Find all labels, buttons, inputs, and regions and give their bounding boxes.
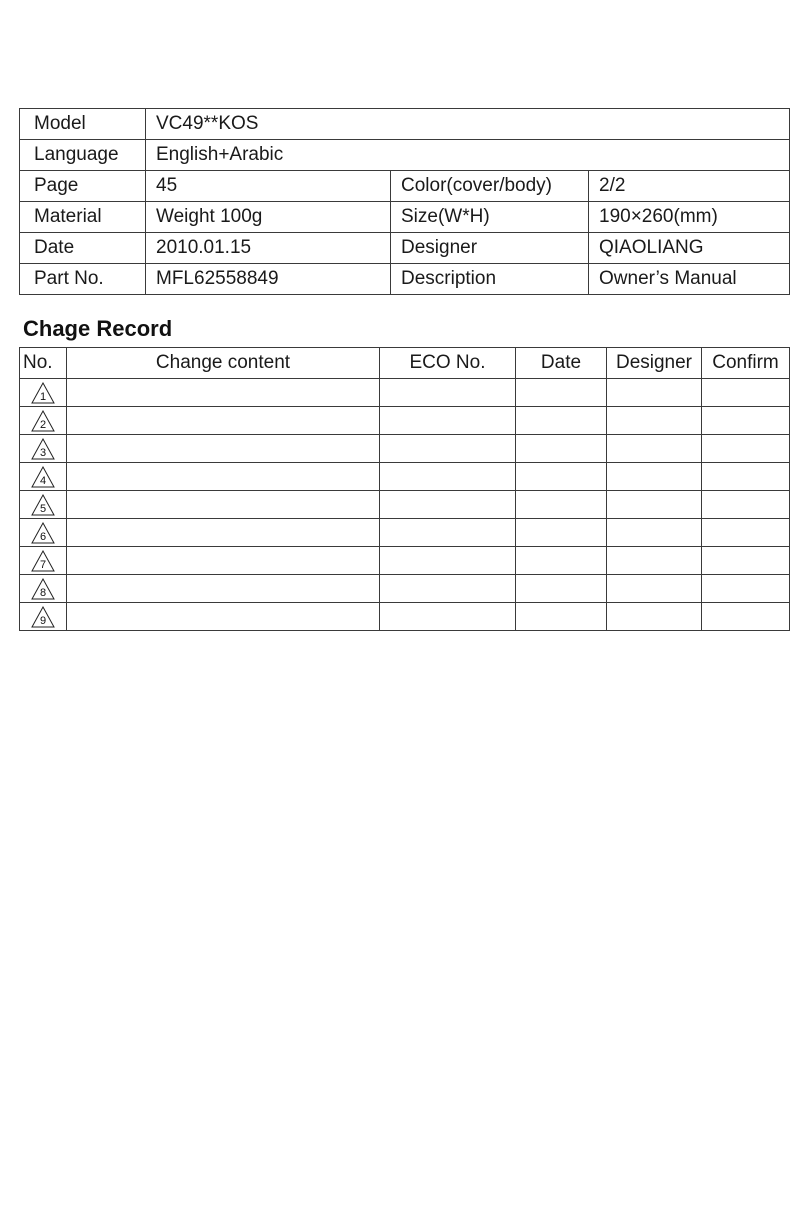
triangle-number-icon (31, 410, 55, 432)
table-row (20, 575, 790, 603)
row-number: 1 (39, 390, 47, 403)
cell-eco-no (380, 463, 516, 491)
row-number: 3 (39, 446, 47, 459)
change-record-rows (20, 379, 790, 631)
cell-date (516, 463, 607, 491)
cell-change-content (67, 603, 380, 631)
cell-change-content (67, 575, 380, 603)
cell-no (20, 435, 67, 463)
cell-change-content (67, 519, 380, 547)
material-value: Weight 100g (146, 202, 391, 233)
cell-change-content (67, 491, 380, 519)
cell-date (516, 519, 607, 547)
info-row-material (20, 202, 790, 233)
cell-confirm (702, 547, 790, 575)
partno-label: Part No. (20, 264, 146, 295)
info-row-model (20, 109, 790, 140)
cell-eco-no (380, 435, 516, 463)
cell-change-content (67, 547, 380, 575)
model-value: VC49**KOS (146, 109, 790, 140)
cell-eco-no (380, 603, 516, 631)
cell-no (20, 407, 67, 435)
table-row (20, 379, 790, 407)
page-label: Page (20, 171, 146, 202)
page-value: 45 (146, 171, 391, 202)
change-record-title: Chage Record (23, 316, 173, 341)
cell-no (20, 379, 67, 407)
cell-confirm (702, 491, 790, 519)
cell-confirm (702, 519, 790, 547)
cell-date (516, 575, 607, 603)
cell-no (20, 519, 67, 547)
cell-designer (607, 407, 702, 435)
row-number: 6 (39, 530, 47, 543)
triangle-number-icon (31, 606, 55, 628)
info-row-language (20, 140, 790, 171)
row-number: 2 (39, 418, 47, 431)
cell-confirm (702, 379, 790, 407)
cell-designer (607, 491, 702, 519)
designer-label: Designer (391, 233, 589, 264)
document-info-table (19, 108, 790, 295)
designer-value: QIAOLIANG (589, 233, 790, 264)
cell-date (516, 379, 607, 407)
description-label: Description (391, 264, 589, 295)
language-label: Language (20, 140, 146, 171)
triangle-number-icon (31, 578, 55, 600)
triangle-number-icon (31, 466, 55, 488)
triangle-number-icon (31, 550, 55, 572)
cell-designer (607, 547, 702, 575)
change-record-table (19, 347, 790, 631)
table-row (20, 463, 790, 491)
material-label: Material (20, 202, 146, 233)
triangle-number-icon (31, 522, 55, 544)
cell-no (20, 463, 67, 491)
cell-no (20, 491, 67, 519)
table-row (20, 491, 790, 519)
row-number: 7 (39, 558, 47, 571)
partno-value: MFL62558849 (146, 264, 391, 295)
size-label: Size(W*H) (391, 202, 589, 233)
info-row-page (20, 171, 790, 202)
cell-date (516, 491, 607, 519)
row-number: 5 (39, 502, 47, 515)
cell-confirm (702, 603, 790, 631)
cell-eco-no (380, 575, 516, 603)
cell-change-content (67, 407, 380, 435)
info-row-date (20, 233, 790, 264)
cell-change-content (67, 379, 380, 407)
header-designer: Designer (607, 348, 702, 379)
cell-designer (607, 435, 702, 463)
cell-designer (607, 463, 702, 491)
cell-eco-no (380, 519, 516, 547)
model-label: Model (20, 109, 146, 140)
info-row-partno (20, 264, 790, 295)
cell-confirm (702, 435, 790, 463)
color-label: Color(cover/body) (391, 171, 589, 202)
cell-date (516, 407, 607, 435)
header-no: No. (20, 348, 67, 379)
header-date: Date (516, 348, 607, 379)
size-value: 190×260(mm) (589, 202, 790, 233)
language-value: English+Arabic (146, 140, 790, 171)
description-value: Owner’s Manual (589, 264, 790, 295)
row-number: 8 (39, 586, 47, 599)
table-row (20, 603, 790, 631)
cell-designer (607, 519, 702, 547)
table-row (20, 407, 790, 435)
cell-no (20, 603, 67, 631)
date-label: Date (20, 233, 146, 264)
cell-change-content (67, 435, 380, 463)
table-row (20, 547, 790, 575)
table-row (20, 519, 790, 547)
row-number: 4 (39, 474, 47, 487)
cell-change-content (67, 463, 380, 491)
color-value: 2/2 (589, 171, 790, 202)
triangle-number-icon (31, 382, 55, 404)
cell-designer (607, 379, 702, 407)
change-record-header-row (20, 348, 790, 379)
cell-designer (607, 575, 702, 603)
table-row (20, 435, 790, 463)
header-change-content: Change content (67, 348, 380, 379)
cell-date (516, 435, 607, 463)
cell-confirm (702, 407, 790, 435)
row-number: 9 (39, 614, 47, 627)
triangle-number-icon (31, 494, 55, 516)
date-value: 2010.01.15 (146, 233, 391, 264)
cell-no (20, 575, 67, 603)
cell-confirm (702, 463, 790, 491)
cell-eco-no (380, 407, 516, 435)
triangle-number-icon (31, 438, 55, 460)
cell-eco-no (380, 547, 516, 575)
cell-eco-no (380, 379, 516, 407)
cell-no (20, 547, 67, 575)
cell-confirm (702, 575, 790, 603)
cell-eco-no (380, 491, 516, 519)
cell-date (516, 603, 607, 631)
header-confirm: Confirm (702, 348, 790, 379)
cell-designer (607, 603, 702, 631)
cell-date (516, 547, 607, 575)
header-eco-no: ECO No. (380, 348, 516, 379)
